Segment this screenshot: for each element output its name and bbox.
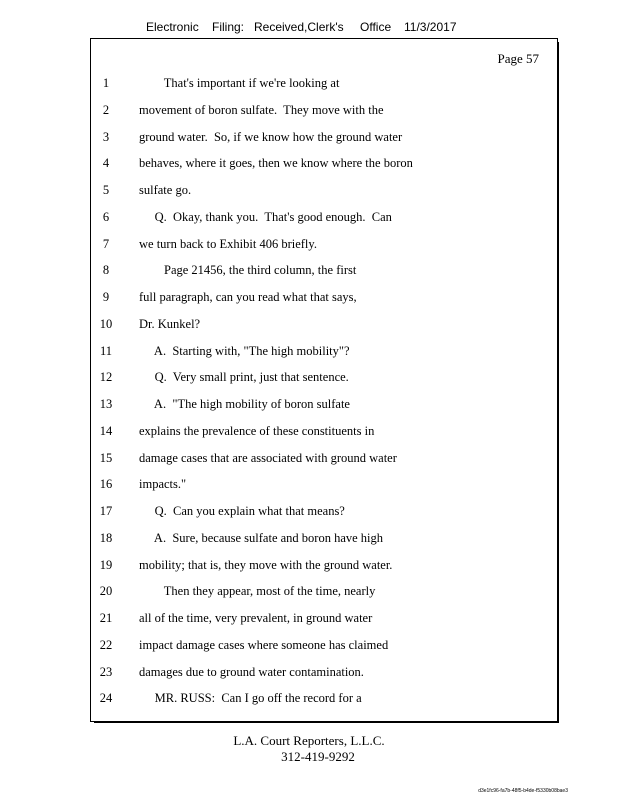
transcript-line [91,183,557,203]
document-id: d3e1fc96-fa7b-48f5-b4de-f5330b08bae3 [478,788,568,794]
line-number: 18 [99,530,113,545]
line-number: 14 [99,423,113,438]
transcript-line [91,504,557,524]
transcript-line [91,237,557,257]
line-number: 7 [102,236,110,251]
line-text: sulfate go. [139,183,192,197]
line-text: MR. RUSS: Can I go off the record for a [139,691,362,706]
line-number: 8 [102,263,110,278]
line-text: Q. Okay, thank you. That's good enough. Can [139,209,392,224]
line-number: 6 [102,209,110,224]
transcript-line [91,210,557,230]
line-number: 4 [102,156,110,171]
header-word: 11/3/2017 [404,20,457,34]
line-text: impact damage cases where someone has claimed [139,637,389,652]
transcript-line [91,531,557,551]
line-number: 21 [99,611,113,625]
line-text: damages due to ground water contamination. [139,664,364,679]
line-text: ground water. So, if we know how the ground water [139,129,403,144]
line-text: we turn back to Exhibit 406 briefly. [139,236,317,251]
line-text: behaves, where it goes, then we know where the boron [139,156,413,171]
transcript-line [91,477,557,497]
filing-header [0,20,618,36]
line-text: Q. Can you explain what that means? [139,504,345,518]
line-number: 19 [99,557,113,572]
line-number: 23 [99,664,113,679]
transcript-line [91,263,557,283]
transcript-line [91,370,557,390]
transcript-line [91,156,557,176]
line-text: damage cases that are associated with ground water [139,450,397,465]
line-number: 12 [99,370,113,385]
transcript-line [91,397,557,417]
page-number: Page 57 [497,51,539,66]
line-text: Dr. Kunkel? [139,316,201,331]
line-text: explains the prevalence of these constituents in [139,423,375,438]
line-number: 10 [99,316,113,331]
header-word: Filing: [212,20,245,34]
transcript-line [91,611,557,631]
transcript-line [91,344,557,364]
line-number: 5 [102,183,110,197]
line-text: movement of boron sulfate. They move with the [139,102,384,117]
transcript-line [91,691,557,711]
line-number: 17 [99,504,113,518]
transcript-line [91,103,557,123]
line-text: That's important if we're looking at [139,76,340,90]
line-text: all of the time, very prevalent, in ground water [139,611,373,625]
transcript-line [91,558,557,578]
transcript-line [91,424,557,444]
reporter-phone: 312-419-9292 [281,749,355,764]
line-text: A. Sure, because sulfate and boron have high [139,530,384,545]
line-text: Q. Very small print, just that sentence. [139,370,349,385]
line-text: A. Starting with, "The high mobility"? [139,343,350,358]
transcript-line [91,584,557,604]
header-word: Electronic [146,20,199,34]
line-number: 20 [99,584,113,599]
transcript-page [90,38,558,722]
line-text: full paragraph, can you read what that says, [139,290,357,304]
line-number: 9 [102,290,110,304]
transcript-line [91,317,557,337]
line-text: impacts." [139,477,187,492]
line-text: mobility; that is, they move with the ground water. [139,557,393,572]
line-number: 24 [99,691,113,706]
line-number: 16 [99,477,113,492]
line-number: 11 [99,343,113,358]
header-word: Office [360,20,392,34]
line-text: A. "The high mobility of boron sulfate [139,397,350,411]
line-number: 1 [102,76,110,90]
transcript-line [91,665,557,685]
line-text: Page 21456, the third column, the first [139,263,357,278]
line-number: 13 [99,397,113,411]
transcript-line [91,130,557,150]
header-word: Received,Clerk's [254,20,344,34]
transcript-line [91,638,557,658]
transcript-line [91,76,557,96]
line-number: 2 [102,102,110,117]
line-number: 22 [99,637,113,652]
line-text: Then they appear, most of the time, nearly [139,584,376,599]
reporter-name: L.A. Court Reporters, L.L.C. [233,733,385,748]
transcript-line [91,290,557,310]
line-number: 3 [102,129,110,144]
transcript-line [91,451,557,471]
line-number: 15 [99,450,113,465]
